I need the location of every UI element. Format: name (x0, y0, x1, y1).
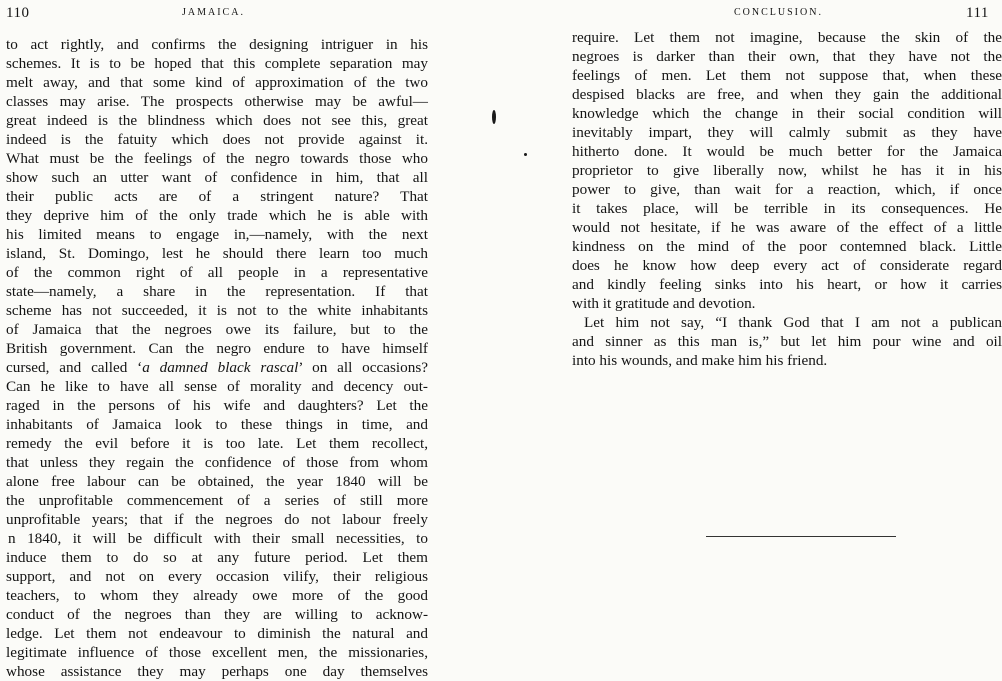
text-line: inhabitants of Jamaica look to these things in time, and (6, 416, 428, 433)
text-line: British government. Can the negro endure to have himself (6, 340, 428, 357)
text-line: state—namely, a share in the representation. If that (6, 283, 428, 300)
text-line: kindness on the mind of the poor contemned black. Little (572, 238, 1002, 255)
text-line: require. Let them not imagine, because the skin of the (572, 29, 1002, 46)
ink-dot-mark (524, 153, 527, 156)
text-line: they deprive him of the only trade which he is able with (6, 207, 428, 224)
text-line: classes may arise. The prospects otherwise may be awful— (6, 93, 428, 110)
text-line: it takes place, will be terrible in its consequences. He (572, 200, 1002, 217)
text-line: remedy the evil before it is too late. Let them recollect, (6, 435, 428, 452)
text-line: hitherto done. It would be much better for the Jamaica (572, 143, 1002, 160)
text-line: of Jamaica that the negroes owe its failure, but to the (6, 321, 428, 338)
text-line: induce them to do so at any future period. Let them (6, 549, 428, 566)
text-line: does he know how deep every act of considerate regard (572, 257, 1002, 274)
text-line: inevitably impart, they will calmly submit as they have (572, 124, 1002, 141)
text-line: feelings of men. Let them not suppose that, when these (572, 67, 1002, 84)
text-line: Let him not say, “I thank God that I am not a publican (584, 314, 1002, 331)
body-text (572, 28, 1002, 370)
text-line: island, St. Domingo, lest he should there learn too much (6, 245, 428, 262)
text-line: knowledge which the change in their social condition will (572, 105, 1002, 122)
text-line: teachers, to whom they already owe more of the good (6, 587, 428, 604)
left-page (0, 0, 470, 680)
text-line: ledge. Let them not endeavour to diminish the natural and (6, 625, 428, 642)
page-number: 110 (6, 5, 30, 21)
right-page (566, 0, 1002, 661)
text-line: melt away, and that some kind of approximation of the two (6, 74, 428, 91)
text-line: show such an utter want of confidence in him, that all (6, 169, 428, 186)
text-line: the unprofitable commencement of a series of still more (6, 492, 428, 509)
text-line: despised blacks are free, and when they gain the additional (572, 86, 1002, 103)
text-line: that unless they regain the confidence of those from whom (6, 454, 428, 471)
text-line: scheme has not succeeded, it is not to the white inhabitants (6, 302, 428, 319)
text-line: of the common right of all people in a representative (6, 264, 428, 281)
text-line: legitimate influence of those excellent men, the missionaries, (6, 644, 428, 661)
text-line: into his wounds, and make him his friend. (572, 352, 828, 369)
section-end-rule (706, 536, 896, 537)
text-line: whose assistance they may perhaps one day themselves (6, 663, 428, 680)
text-line: to act rightly, and confirms the designing intriguer in his (6, 36, 428, 53)
running-head: CONCLUSION. (734, 7, 823, 18)
text-line: raged in the persons of his wife and daughters? Let the (6, 397, 428, 414)
text-line: and kindly feeling sinks into his heart, or how it carries (572, 276, 1002, 293)
text-line: What must be the feelings of the negro towards those who (6, 150, 428, 167)
text-line: proprietor to give liberally now, whilst he has it in his (572, 162, 1002, 179)
text-line: power to give, than wait for a reaction, which, if once (572, 181, 1002, 198)
text-line: Can he like to have all sense of morality and decency out- (6, 378, 428, 395)
text-line: unprofitable years; that if the negroes do not labour freely (6, 511, 428, 528)
running-head: JAMAICA. (182, 7, 245, 18)
text-line: alone free labour can be obtained, the year 1840 will be (6, 473, 428, 490)
text-line: his limited means to engage in,—namely, with the next (6, 226, 428, 243)
text-line: indeed is the fatuity which does not provide against it. (6, 131, 428, 148)
text-line: schemes. It is to be hoped that this complete separation may (6, 55, 428, 72)
ink-blot-mark (492, 110, 496, 124)
text-line: cursed, and called ‘a damned black rascal’ on all occasions? (6, 359, 428, 376)
text-line: n 1840, it will be difficult with their small necessities, to (8, 530, 428, 547)
text-line: with it gratitude and devotion. (572, 295, 756, 312)
text-line: and sinner as this man is,” but let him pour wine and oil (572, 333, 1002, 350)
text-line: would not hesitate, if he was aware of the effect of a little (572, 219, 1002, 236)
italic-quote: a damned black rascal (142, 359, 299, 376)
text-line: their public acts are of a stringent nature? That (6, 188, 428, 205)
text-line: great indeed is the blindness which does not see this, great (6, 112, 428, 129)
text-line: support, and not on every occasion vilify, their religious (6, 568, 428, 585)
text-line: conduct of the negroes than they are willing to acknow- (6, 606, 428, 623)
text-line: negroes is darker than their own, that they have not the (572, 48, 1002, 65)
body-text (6, 35, 428, 681)
page-number: 111 (966, 5, 989, 21)
